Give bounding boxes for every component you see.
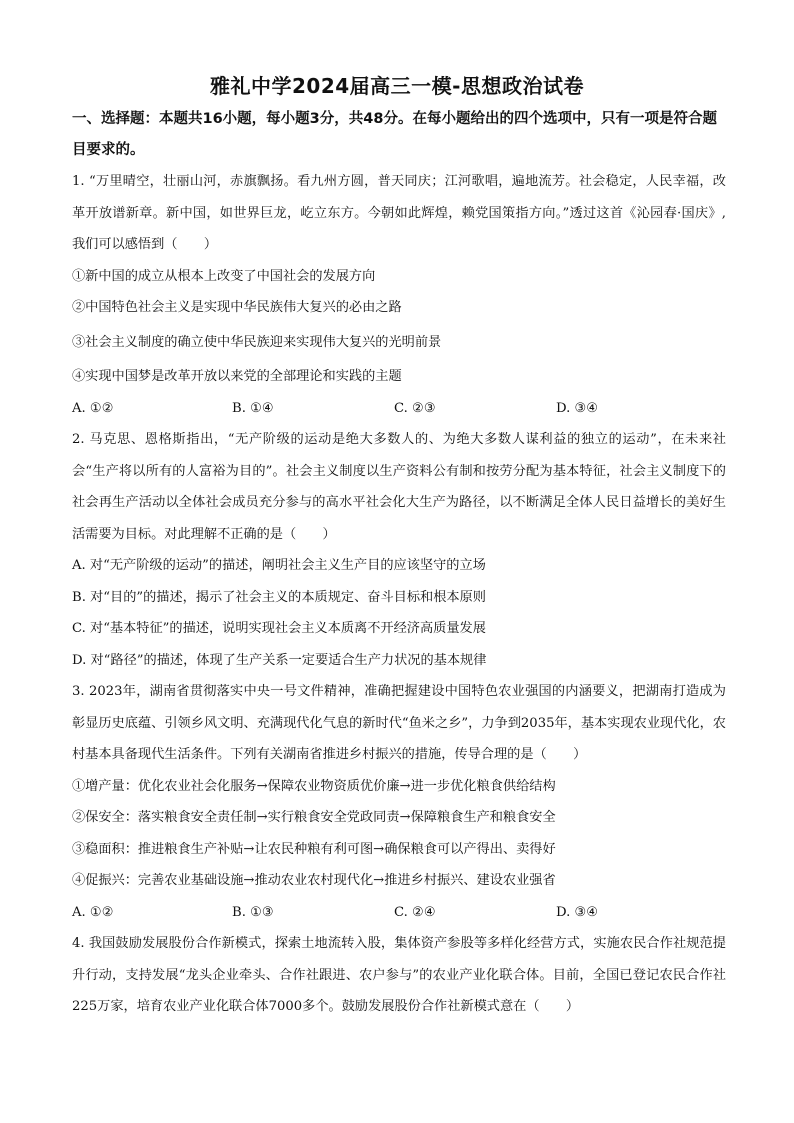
question-3 — [72, 676, 726, 928]
question-3-option-d[interactable]: D. ③④ — [556, 904, 599, 920]
question-3-options — [72, 897, 726, 929]
question-1-statement-3: ③社会主义制度的确立使中华民族迎来实现伟大复兴的光明前景 — [72, 334, 442, 350]
question-1-option-b[interactable]: B. ①④ — [232, 400, 274, 416]
question-1-option-a[interactable]: A. ①② — [72, 400, 114, 416]
question-2-stem: 2. 马克思、恩格斯指出，“无产阶级的运动是绝大多数人的、为绝大多数人谋利益的独立的运动”，在未来社会“生产将以所有的人富裕为目的”。社会主义制度以生产资料公有制和按劳分配为基本特征，社会主义制度下的社会再生产活动以全体社会成员充分参与的高水平社会化大生产为路径，以不断满足全体人民日益增长的美好生活需要为目标。对此理解不正确的是（ ） — [72, 432, 726, 542]
question-2-option-d[interactable]: D. 对“路径”的描述，体现了生产关系一定要适合生产力状况的基本规律 — [72, 652, 487, 668]
question-3-stem: 3. 2023年，湖南省贯彻落实中央一号文件精神，准确把握建设中国特色农业强国的内涵要义，把湖南打造成为彰显历史底蕴、引领乡风文明、充满现代化气息的新时代“鱼米之乡”，力争到2035年，基本实现农业现代化，农村基本具备现代生活条件。下列有关湖南省推进乡村振兴的措施，传导合理的是（ ） — [72, 684, 726, 762]
question-3-option-c[interactable]: C. ②④ — [394, 904, 436, 920]
question-1 — [72, 166, 726, 424]
question-3-statement-1: ①增产量：优化农业社会化服务→保障农业物资质优价廉→进一步优化粮食供给结构 — [72, 778, 556, 794]
question-1-statement-2: ②中国特色社会主义是实现中华民族伟大复兴的必由之路 — [72, 300, 402, 315]
question-1-options — [72, 393, 726, 425]
question-1-statement-1: ①新中国的成立从根本上改变了中国社会的发展方向 — [72, 268, 376, 284]
question-list — [72, 166, 726, 1023]
question-4 — [72, 928, 726, 1023]
question-1-statement-4: ④实现中国梦是改革开放以来党的全部理论和实践的主题 — [72, 369, 402, 384]
question-3-statement-3: ③稳面积：推进粮食生产补贴→让农民种粮有利可图→确保粮食可以产得出、卖得好 — [72, 841, 556, 857]
question-4-stem: 4. 我国鼓励发展股份合作新模式，探索土地流转入股，集体资产参股等多样化经营方式，实施农民合作社规范提升行动，支持发展“龙头企业牵头、合作社跟进、农户参与”的农业产业化联合体。目前，全国已登记农民合作社225万家，培育农业产业化联合体7000多个。鼓励发展股份合作社新模式意在（ ） — [72, 936, 726, 1014]
question-3-option-a[interactable]: A. ①② — [72, 904, 114, 920]
question-3-statement-2: ②保安全：落实粮食安全责任制→实行粮食安全党政同责→保障粮食生产和粮食安全 — [72, 810, 556, 825]
question-1-option-d[interactable]: D. ③④ — [556, 400, 599, 416]
question-2-option-b[interactable]: B. 对“目的”的描述，揭示了社会主义的本质规定、奋斗目标和根本原则 — [72, 589, 486, 605]
question-2-option-c[interactable]: C. 对“基本特征”的描述，说明实现社会主义本质离不开经济高质量发展 — [72, 621, 486, 636]
question-3-statement-4: ④促振兴：完善农业基础设施→推动农业农村现代化→推进乡村振兴、建设农业强省 — [72, 873, 556, 888]
question-1-stem: 1. “万里晴空，壮丽山河，赤旗飘扬。看九州方圆，普天同庆；江河歌唱，遍地流芳。社会稳定，人民幸福，改革开放谱新章。新中国，如世界巨龙，屹立东方。今朝如此辉煌，赖党国策指方向。”透过这首《沁园春·国庆》,我们可以感悟到（ ） — [72, 174, 726, 252]
question-2 — [72, 424, 726, 676]
question-1-option-c[interactable]: C. ②③ — [394, 400, 436, 416]
exam-title: 雅礼中学2024届高三一模-思想政治试卷 — [210, 74, 584, 98]
question-3-option-b[interactable]: B. ①③ — [232, 904, 274, 920]
section-heading: 一、选择题：本题共16小题，每小题3分，共48分。在每小题给出的四个选项中，只有一项是符合题目要求的。 — [72, 111, 717, 158]
question-2-option-a[interactable]: A. 对“无产阶级的运动”的描述，阐明社会主义生产目的应该坚守的立场 — [72, 558, 486, 573]
